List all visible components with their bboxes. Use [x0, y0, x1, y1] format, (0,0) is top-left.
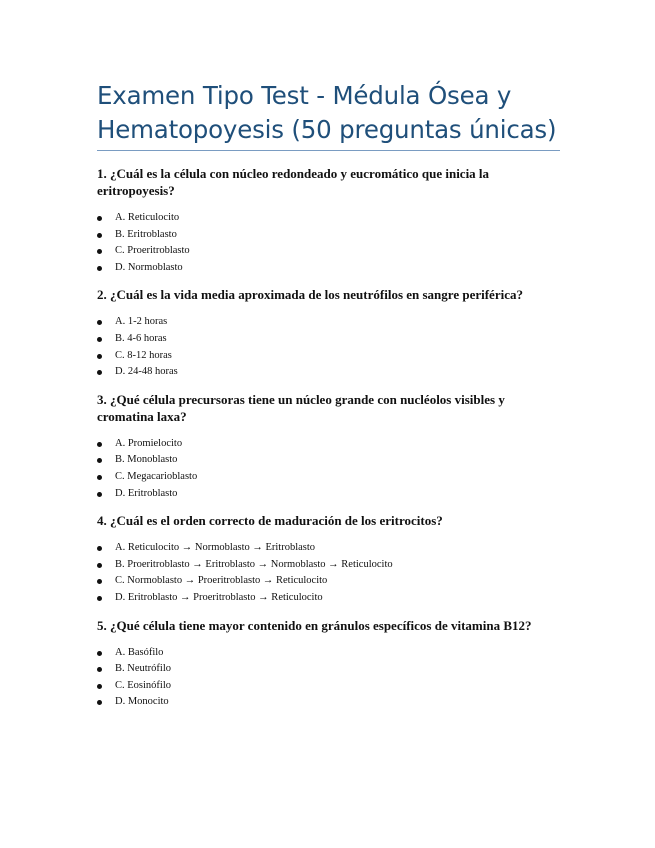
option-5d: D. Monocito	[97, 694, 562, 711]
option-4d: D. Eritroblasto → Proeritroblasto → Reticulocito	[97, 590, 562, 607]
option-4b: B. Proeritroblasto → Eritroblasto → Normoblasto → Reticulocito	[97, 557, 562, 574]
bullet-icon	[97, 492, 102, 497]
option-5a: A. Basófilo	[97, 645, 562, 662]
bullet-icon	[97, 370, 102, 375]
bullet-icon	[97, 700, 102, 705]
question-5: 5. ¿Qué célula tiene mayor contenido en gránulos específicos de vitamina B12?	[97, 617, 532, 633]
options-list-2	[97, 314, 562, 380]
option-1c: C. Proeritroblasto	[97, 243, 562, 260]
bullet-icon	[97, 354, 102, 359]
options-list-5	[97, 645, 562, 711]
bullet-icon	[97, 320, 102, 325]
bullet-icon	[97, 266, 102, 271]
bullet-icon	[97, 563, 102, 568]
bullet-icon	[97, 216, 102, 221]
option-3c: C. Megacarioblasto	[97, 469, 562, 486]
option-1a: A. Reticulocito	[97, 210, 562, 227]
question-3: 3. ¿Qué célula precursoras tiene un núcleo grande con nucléolos visibles y cromatina laxa?	[97, 391, 505, 424]
bullet-icon	[97, 233, 102, 238]
option-3d: D. Eritroblasto	[97, 486, 562, 503]
option-5b: B. Neutrófilo	[97, 661, 562, 678]
bullet-icon	[97, 458, 102, 463]
questions-section	[97, 165, 562, 711]
options-list-3	[97, 436, 562, 502]
option-5c: C. Eosinófilo	[97, 678, 562, 695]
bullet-icon	[97, 684, 102, 689]
bullet-icon	[97, 249, 102, 254]
question-4: 4. ¿Cuál es el orden correcto de maduración de los eritrocitos?	[97, 513, 443, 529]
option-4c: C. Normoblasto → Proeritroblasto → Reticulocito	[97, 573, 562, 590]
bullet-icon	[97, 596, 102, 601]
option-1d: D. Normoblasto	[97, 260, 562, 277]
option-2a: A. 1-2 horas	[97, 314, 562, 331]
options-list-4	[97, 540, 562, 606]
bullet-icon	[97, 651, 102, 656]
options-list-1	[97, 210, 562, 276]
option-3b: B. Monoblasto	[97, 452, 562, 469]
title-line-2: Hematopoyesis (50 preguntas únicas)	[97, 115, 557, 144]
bullet-icon	[97, 475, 102, 480]
bullet-icon	[97, 337, 102, 342]
option-4a: A. Reticulocito → Normoblasto → Eritroblasto	[97, 540, 562, 557]
option-2b: B. 4-6 horas	[97, 331, 562, 348]
bullet-icon	[97, 667, 102, 672]
question-2: 2. ¿Cuál es la vida media aproximada de los neutrófilos en sangre periférica?	[97, 287, 523, 303]
question-1: 1. ¿Cuál es la célula con núcleo redondeado y eucromático que inicia la eritropoyesis?	[97, 166, 490, 198]
bullet-icon	[97, 579, 102, 584]
option-2c: C. 8-12 horas	[97, 348, 562, 365]
option-1b: B. Eritroblasto	[97, 227, 562, 244]
bullet-icon	[97, 546, 102, 551]
title-underline	[97, 150, 560, 151]
title-line-1: Examen Tipo Test - Médula Ósea y	[97, 81, 512, 110]
document-title	[97, 79, 567, 147]
option-2d: D. 24-48 horas	[97, 364, 562, 381]
option-3a: A. Promielocito	[97, 436, 562, 453]
bullet-icon	[97, 442, 102, 447]
